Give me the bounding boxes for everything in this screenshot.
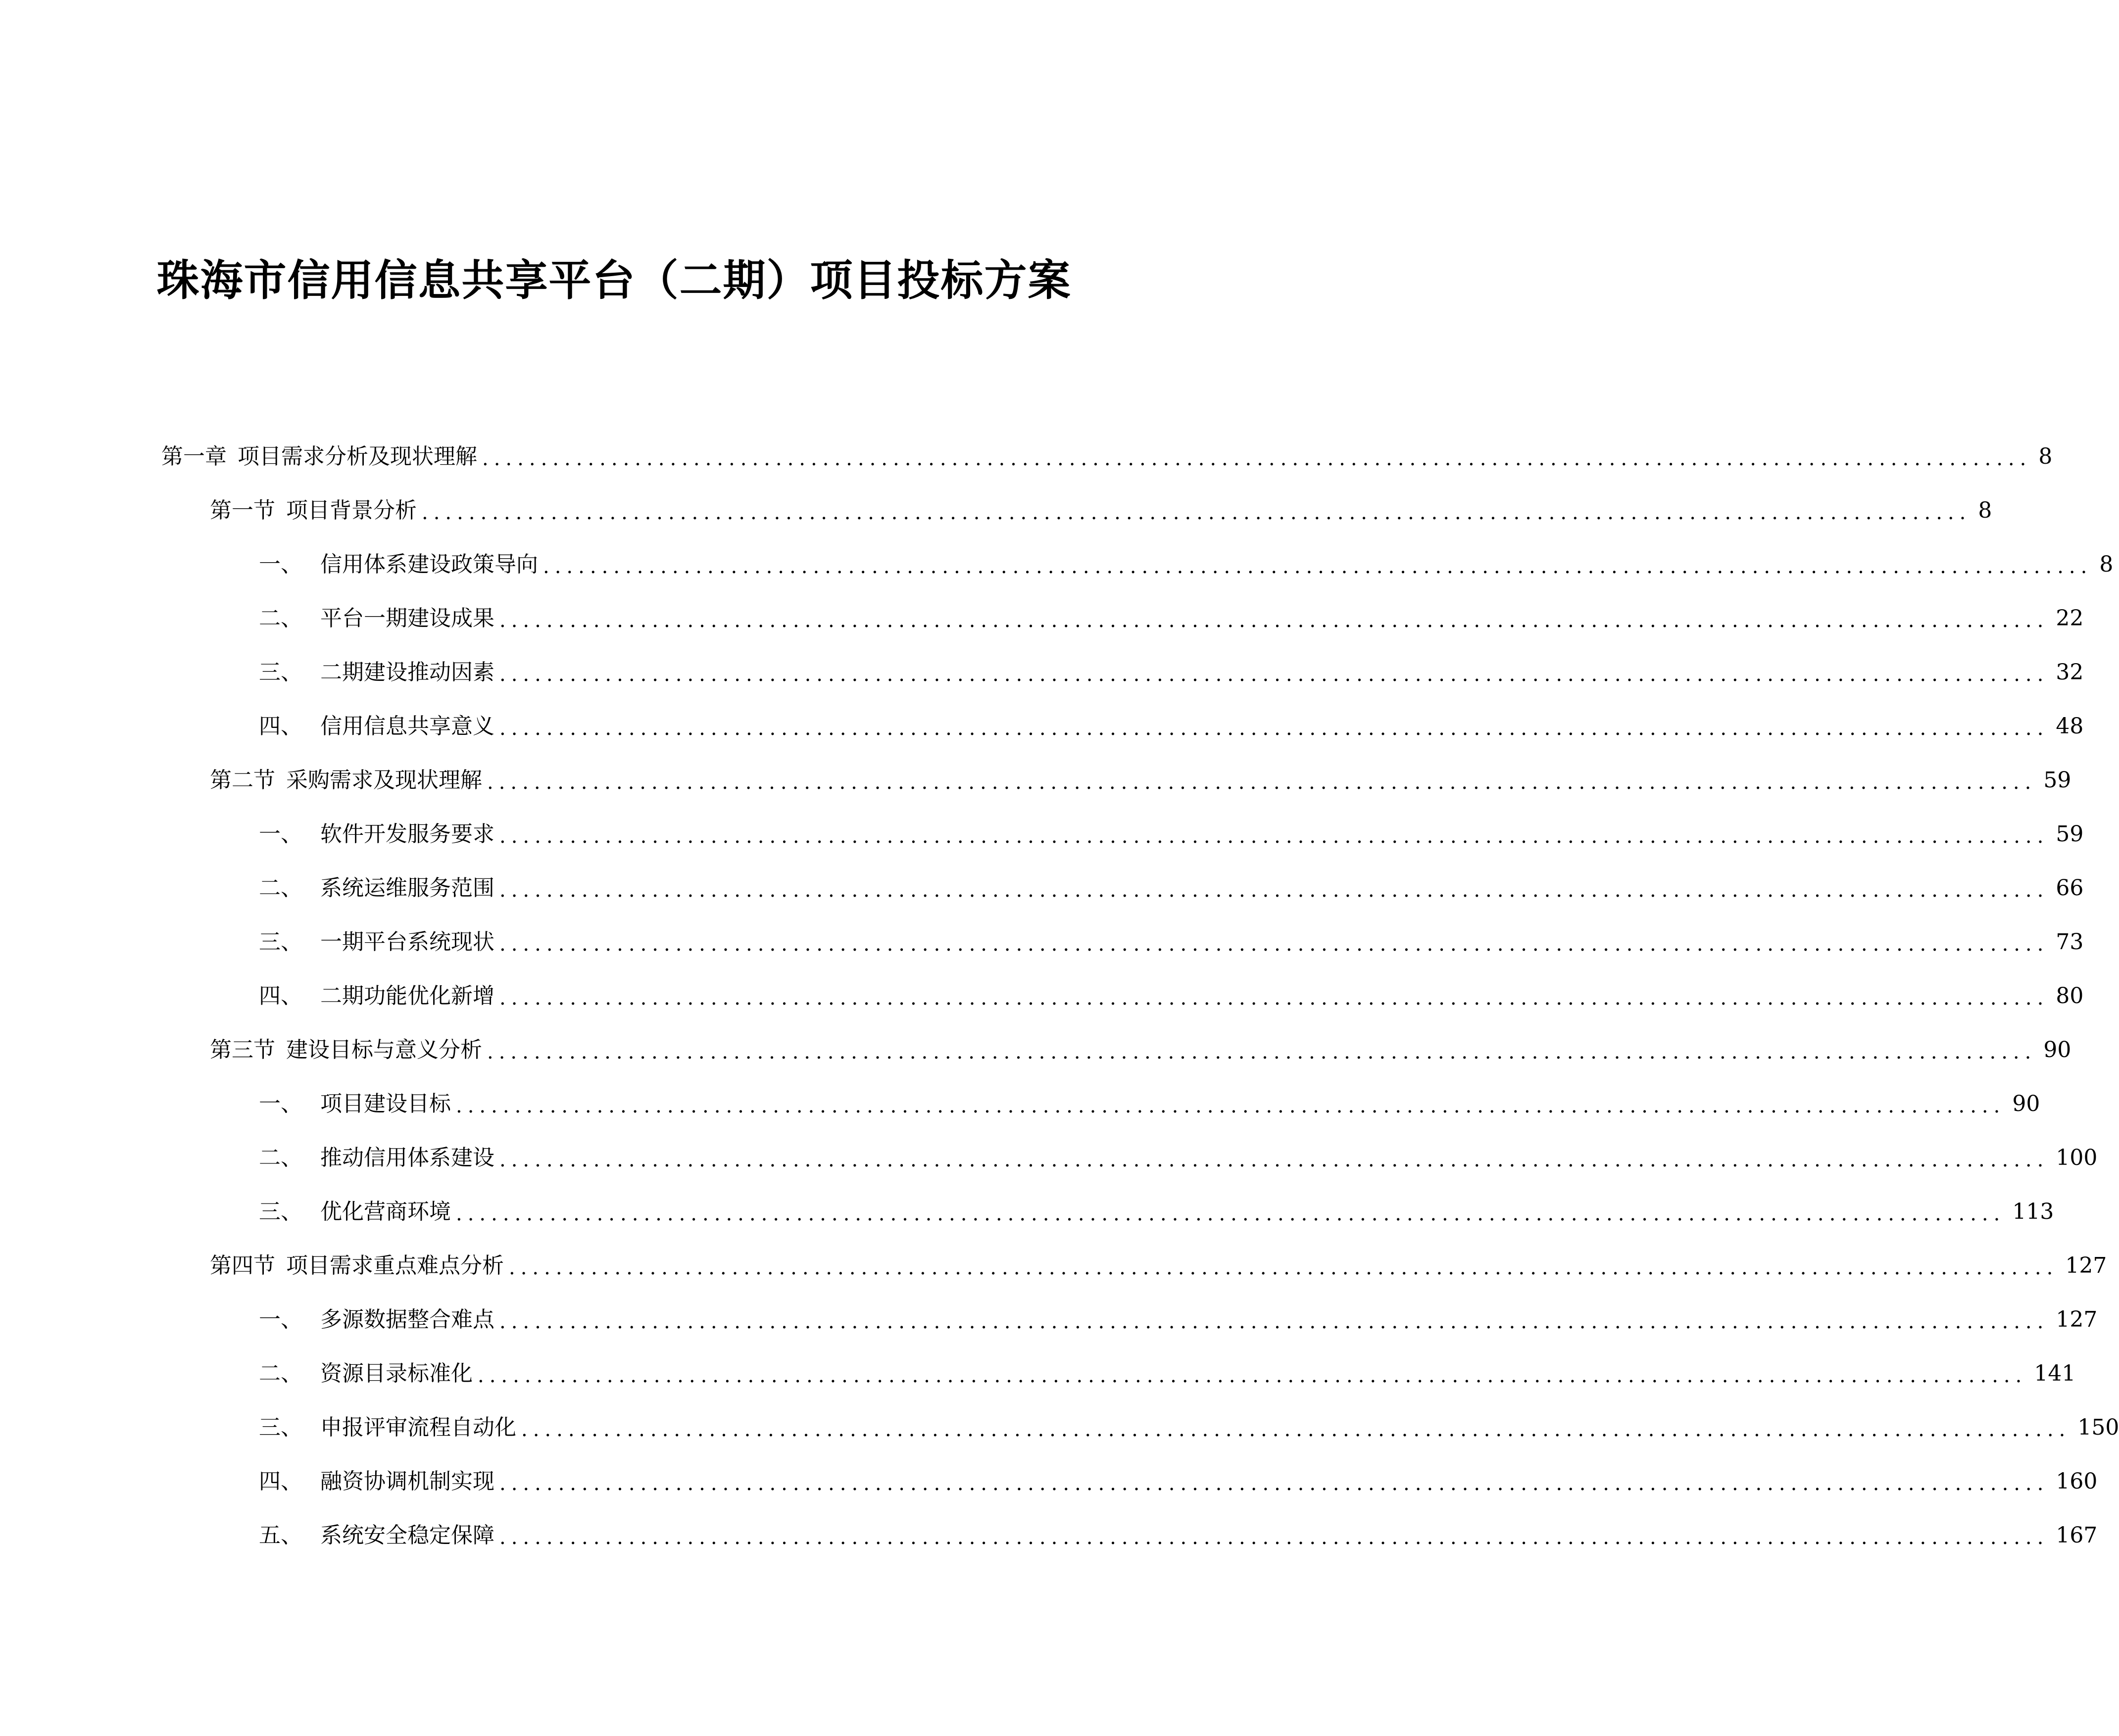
toc-entry-subsection[interactable] xyxy=(259,655,2084,690)
toc-entry-page-number: 73 xyxy=(2056,929,2084,955)
toc-dot-leader: .................................................................................................................................... xyxy=(422,501,1971,524)
toc-entry-page-number: 150 xyxy=(2077,1415,2119,1440)
toc-entry-number: 一、 xyxy=(259,1307,302,1332)
toc-entry-label: 一期平台系统现状 xyxy=(320,929,494,955)
toc-entry-subsection[interactable] xyxy=(259,1518,2098,1553)
toc-entry-number: 四、 xyxy=(259,983,302,1009)
toc-entry-label: 优化营商环境 xyxy=(320,1199,451,1224)
toc-dot-leader: .................................................................................................................................... xyxy=(499,1149,2049,1171)
toc-entry-label: 二期建设推动因素 xyxy=(320,660,494,685)
toc-dot-leader: .................................................................................................................................... xyxy=(487,1041,2037,1063)
toc-entry-subsection[interactable] xyxy=(259,1464,2098,1499)
toc-dot-leader: .................................................................................................................................... xyxy=(478,1364,2027,1387)
toc-entry-label: 融资协调机制实现 xyxy=(320,1469,494,1494)
toc-entry-number: 第四节 xyxy=(210,1253,275,1278)
toc-dot-leader: .................................................................................................................................... xyxy=(456,1203,2006,1225)
toc-entry-chapter-1[interactable] xyxy=(161,439,2053,474)
toc-dot-leader: .................................................................................................................................... xyxy=(499,1472,2049,1495)
toc-entry-number: 第一章 xyxy=(161,444,227,469)
toc-dot-leader: .................................................................................................................................... xyxy=(509,1256,2059,1279)
toc-entry-subsection[interactable] xyxy=(259,1302,2098,1337)
toc-entry-page-number: 8 xyxy=(2038,444,2053,469)
toc-entry-number: 四、 xyxy=(259,714,302,739)
toc-entry-subsection[interactable] xyxy=(259,1141,2098,1175)
toc-dot-leader: .................................................................................................................................... xyxy=(499,1310,2049,1333)
toc-dot-leader: .................................................................................................................................... xyxy=(499,933,2049,956)
toc-entry-page-number: 141 xyxy=(2034,1361,2076,1386)
toc-dot-leader: .................................................................................................................................... xyxy=(499,717,2049,740)
toc-dot-leader: .................................................................................................................................... xyxy=(487,771,2037,794)
toc-entry-number: 三、 xyxy=(259,929,302,955)
toc-entry-page-number: 127 xyxy=(2056,1307,2098,1332)
toc-entry-page-number: 59 xyxy=(2043,768,2071,793)
toc-entry-label: 系统安全稳定保障 xyxy=(320,1523,494,1548)
toc-entry-number: 五、 xyxy=(259,1523,302,1548)
toc-dot-leader: .................................................................................................................................... xyxy=(521,1418,2071,1441)
toc-entry-number: 三、 xyxy=(259,660,302,685)
toc-entry-subsection[interactable] xyxy=(259,547,2114,582)
toc-dot-leader: .................................................................................................................................... xyxy=(499,987,2049,1010)
toc-entry-subsection[interactable] xyxy=(259,817,2084,852)
toc-entry-label: 二期功能优化新增 xyxy=(320,983,494,1009)
toc-entry-subsection[interactable] xyxy=(259,979,2084,1013)
toc-entry-page-number: 32 xyxy=(2056,660,2084,685)
toc-dot-leader: .................................................................................................................................... xyxy=(456,1095,2006,1117)
toc-entry-section-4[interactable] xyxy=(210,1249,2107,1283)
toc-dot-leader: .................................................................................................................................... xyxy=(499,1526,2049,1549)
toc-dot-leader: .................................................................................................................................... xyxy=(499,825,2049,848)
toc-entry-label: 项目需求分析及现状理解 xyxy=(238,444,477,469)
toc-entry-subsection[interactable] xyxy=(259,925,2084,960)
toc-entry-label: 申报评审流程自动化 xyxy=(320,1415,516,1440)
toc-entry-page-number: 127 xyxy=(2065,1253,2107,1278)
toc-entry-label: 软件开发服务要求 xyxy=(320,821,494,847)
toc-entry-number: 第一节 xyxy=(210,498,275,523)
toc-entry-number: 一、 xyxy=(259,1091,302,1116)
toc-entry-subsection[interactable] xyxy=(259,1410,2119,1445)
toc-entry-label: 推动信用体系建设 xyxy=(320,1145,494,1170)
toc-entry-page-number: 113 xyxy=(2012,1199,2054,1224)
toc-entry-number: 一、 xyxy=(259,552,302,577)
document-title: 珠海市信用信息共享平台（二期）项目投标方案 xyxy=(156,256,1072,305)
toc-entry-subsection[interactable] xyxy=(259,1356,2076,1391)
toc-entry-number: 二、 xyxy=(259,1361,302,1386)
toc-entry-label: 采购需求及现状理解 xyxy=(286,768,482,793)
toc-entry-label: 多源数据整合难点 xyxy=(320,1307,494,1332)
toc-entry-number: 二、 xyxy=(259,875,302,901)
toc-entry-label: 信用体系建设政策导向 xyxy=(320,552,538,577)
toc-dot-leader: .................................................................................................................................... xyxy=(499,609,2049,632)
toc-entry-label: 建设目标与意义分析 xyxy=(286,1037,482,1062)
toc-dot-leader: .................................................................................................................................... xyxy=(499,879,2049,902)
toc-entry-page-number: 167 xyxy=(2056,1523,2098,1548)
toc-entry-number: 第二节 xyxy=(210,768,275,793)
toc-entry-page-number: 8 xyxy=(1978,498,1992,523)
toc-entry-number: 一、 xyxy=(259,821,302,847)
toc-dot-leader: .................................................................................................................................... xyxy=(543,555,2093,578)
toc-entry-label: 项目背景分析 xyxy=(286,498,417,523)
toc-entry-subsection[interactable] xyxy=(259,1195,2054,1229)
toc-entry-page-number: 22 xyxy=(2056,606,2084,631)
toc-entry-page-number: 160 xyxy=(2056,1469,2098,1494)
toc-entry-subsection[interactable] xyxy=(259,871,2084,906)
toc-entry-label: 系统运维服务范围 xyxy=(320,875,494,901)
toc-entry-page-number: 90 xyxy=(2043,1037,2071,1062)
toc-entry-subsection[interactable] xyxy=(259,1087,2040,1121)
toc-dot-leader: .................................................................................................................................... xyxy=(482,447,2032,470)
toc-entry-label: 项目建设目标 xyxy=(320,1091,451,1116)
toc-entry-number: 四、 xyxy=(259,1469,302,1494)
toc-entry-subsection[interactable] xyxy=(259,601,2084,636)
toc-entry-label: 资源目录标准化 xyxy=(320,1361,473,1386)
toc-entry-page-number: 90 xyxy=(2012,1091,2040,1116)
toc-entry-number: 三、 xyxy=(259,1199,302,1224)
toc-entry-label: 信用信息共享意义 xyxy=(320,714,494,739)
toc-entry-page-number: 66 xyxy=(2056,875,2084,901)
toc-entry-number: 二、 xyxy=(259,606,302,631)
toc-entry-section-2[interactable] xyxy=(210,763,2071,798)
toc-entry-label: 项目需求重点难点分析 xyxy=(286,1253,504,1278)
toc-entry-label: 平台一期建设成果 xyxy=(320,606,494,631)
toc-dot-leader: .................................................................................................................................... xyxy=(499,663,2049,686)
toc-entry-number: 二、 xyxy=(259,1145,302,1170)
toc-entry-number: 三、 xyxy=(259,1415,302,1440)
toc-entry-number: 第三节 xyxy=(210,1037,275,1062)
toc-entry-page-number: 8 xyxy=(2099,552,2114,577)
toc-entry-section-3[interactable] xyxy=(210,1033,2071,1067)
toc-entry-page-number: 80 xyxy=(2056,983,2084,1009)
toc-entry-page-number: 100 xyxy=(2056,1145,2098,1170)
toc-entry-subsection[interactable] xyxy=(259,709,2084,744)
toc-entry-page-number: 48 xyxy=(2056,714,2084,739)
toc-entry-page-number: 59 xyxy=(2056,821,2084,847)
toc-entry-section-1[interactable] xyxy=(210,493,1992,528)
